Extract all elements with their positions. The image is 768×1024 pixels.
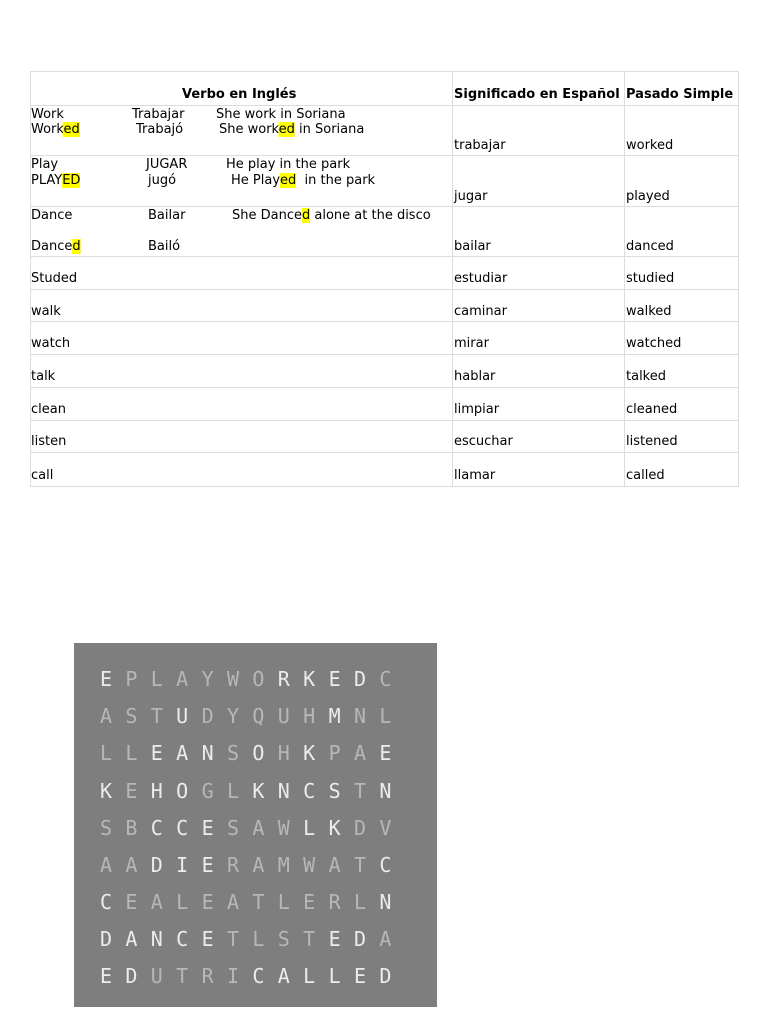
word-search-letter: L bbox=[303, 964, 316, 988]
word-search-letter: E bbox=[303, 890, 316, 914]
word-search-letter: R bbox=[201, 964, 214, 988]
word-search-letter: U bbox=[176, 704, 189, 728]
word-search-letter: C bbox=[303, 779, 316, 803]
table-row bbox=[31, 156, 738, 207]
word-search-letter: E bbox=[328, 927, 341, 951]
example-past bbox=[231, 173, 375, 188]
word-search-letter: C bbox=[252, 964, 265, 988]
word-search-letter: O bbox=[252, 741, 265, 765]
word-search-letter: S bbox=[99, 816, 113, 840]
word-search-letter: T bbox=[150, 704, 163, 728]
word-search-letter: L bbox=[150, 667, 163, 691]
spanish-meaning: llamar bbox=[454, 468, 496, 483]
past-simple: played bbox=[626, 189, 670, 204]
word-search-letter: N bbox=[201, 741, 214, 765]
word-search-letter: E bbox=[201, 853, 214, 877]
highlighted-ending: ed bbox=[278, 122, 295, 137]
word-search-letter: E bbox=[379, 741, 392, 765]
word-search-letter: T bbox=[303, 927, 316, 951]
past-simple: worked bbox=[626, 138, 674, 153]
word-search-letter: U bbox=[277, 704, 290, 728]
word-search-letter: E bbox=[150, 741, 163, 765]
word-search-letter: C bbox=[150, 816, 163, 840]
word-search-letter: L bbox=[99, 741, 113, 765]
example-present: She work in Soriana bbox=[216, 107, 346, 122]
word-search-letter: A bbox=[150, 890, 163, 914]
spanish-meaning: limpiar bbox=[454, 402, 500, 417]
word-search-letter: A bbox=[176, 667, 189, 691]
word-search-letter: L bbox=[252, 927, 265, 951]
word-search-row bbox=[98, 924, 418, 954]
word-search-letter: E bbox=[201, 816, 214, 840]
example-past-start: She work bbox=[219, 122, 279, 137]
past-simple: called bbox=[626, 468, 665, 483]
word-search-letter: O bbox=[176, 779, 189, 803]
highlighted-ending: ed bbox=[280, 173, 297, 188]
verb-english-past bbox=[31, 239, 81, 254]
word-search-letter: R bbox=[226, 853, 240, 877]
word-search-letter: Y bbox=[226, 704, 240, 728]
word-search-letter: D bbox=[353, 667, 367, 691]
word-search-letter: E bbox=[99, 667, 113, 691]
word-search-letter: H bbox=[150, 779, 163, 803]
word-search-letter: L bbox=[379, 704, 392, 728]
word-search-letter: L bbox=[328, 964, 341, 988]
word-search-letter: A bbox=[277, 964, 290, 988]
verb-english-past bbox=[31, 122, 80, 137]
word-search-letter: C bbox=[176, 816, 189, 840]
verb-english: clean bbox=[31, 402, 66, 417]
word-search-letter: S bbox=[328, 779, 341, 803]
verb-english: Work bbox=[31, 107, 64, 122]
highlighted-ending: d bbox=[301, 208, 311, 223]
word-search-letter: T bbox=[226, 927, 240, 951]
word-search-letter: L bbox=[277, 890, 290, 914]
verb-english: Play bbox=[31, 157, 59, 172]
spanish-meaning: escuchar bbox=[454, 434, 513, 449]
word-search-letter: C bbox=[379, 853, 392, 877]
word-search-letter: D bbox=[379, 964, 392, 988]
header-verbo-en-ingles: Verbo en Inglés bbox=[182, 87, 297, 102]
verb-stem: Work bbox=[31, 122, 64, 137]
word-search-letter: H bbox=[277, 741, 290, 765]
word-search-letter: E bbox=[125, 779, 138, 803]
word-search-letter: D bbox=[353, 927, 367, 951]
word-search-letter: T bbox=[252, 890, 265, 914]
word-search-letter: A bbox=[328, 853, 341, 877]
word-search-letter: L bbox=[353, 890, 367, 914]
past-simple: danced bbox=[626, 239, 674, 254]
verb-spanish-infinitive: Bailar bbox=[148, 208, 186, 223]
word-search-puzzle bbox=[74, 643, 437, 1007]
example-past-end: alone at the disco bbox=[310, 208, 431, 223]
table-row bbox=[31, 290, 738, 322]
table-row bbox=[31, 106, 738, 156]
word-search-letter: N bbox=[353, 704, 367, 728]
highlighted-ending: ed bbox=[63, 122, 80, 137]
word-search-letter: T bbox=[353, 779, 367, 803]
table-row bbox=[31, 207, 738, 257]
past-simple: walked bbox=[626, 304, 672, 319]
past-simple: studied bbox=[626, 271, 675, 286]
word-search-letter: E bbox=[201, 927, 214, 951]
spanish-meaning: trabajar bbox=[454, 138, 506, 153]
word-search-letter: G bbox=[201, 779, 214, 803]
word-search-letter: K bbox=[252, 779, 265, 803]
word-search-letter: B bbox=[125, 816, 138, 840]
word-search-row bbox=[98, 850, 418, 880]
word-search-letter: W bbox=[303, 853, 316, 877]
word-search-letter: E bbox=[328, 667, 341, 691]
word-search-letter: A bbox=[99, 704, 113, 728]
word-search-letter: Y bbox=[201, 667, 214, 691]
word-search-letter: K bbox=[328, 816, 341, 840]
table-header-row bbox=[31, 72, 738, 106]
word-search-letter: E bbox=[125, 890, 138, 914]
word-search-letter: C bbox=[176, 927, 189, 951]
word-search-letter: S bbox=[226, 741, 240, 765]
verb-english: Studed bbox=[31, 271, 78, 286]
word-search-letter: M bbox=[277, 853, 290, 877]
word-search-letter: H bbox=[303, 704, 316, 728]
word-search-letter: N bbox=[150, 927, 163, 951]
past-simple: cleaned bbox=[626, 402, 678, 417]
word-search-letter: D bbox=[99, 927, 113, 951]
header-significado-en-espanol: Significado en Español bbox=[454, 87, 620, 102]
spanish-meaning: caminar bbox=[454, 304, 507, 319]
word-search-letter: S bbox=[226, 816, 240, 840]
past-simple: talked bbox=[626, 369, 666, 384]
table-row bbox=[31, 257, 738, 290]
word-search-letter: S bbox=[277, 927, 290, 951]
spanish-meaning: jugar bbox=[454, 189, 488, 204]
word-search-letter: N bbox=[379, 890, 392, 914]
word-search-letter: N bbox=[379, 779, 392, 803]
table-row bbox=[31, 421, 738, 453]
word-search-letter: A bbox=[125, 927, 138, 951]
word-search-letter: D bbox=[150, 853, 163, 877]
word-search-letter: C bbox=[99, 890, 113, 914]
example-past-end: in the park bbox=[296, 173, 376, 188]
verb-english: Dance bbox=[31, 208, 73, 223]
word-search-letter: O bbox=[252, 667, 265, 691]
word-search-letter: L bbox=[125, 741, 138, 765]
word-search-letter: D bbox=[125, 964, 138, 988]
word-search-letter: E bbox=[201, 890, 214, 914]
word-search-letter: U bbox=[150, 964, 163, 988]
verb-english: talk bbox=[31, 369, 56, 384]
word-search-letter: T bbox=[176, 964, 189, 988]
spanish-meaning: mirar bbox=[454, 336, 489, 351]
example-past bbox=[232, 208, 431, 223]
word-search-letter: A bbox=[252, 816, 265, 840]
word-search-letter: K bbox=[99, 779, 113, 803]
word-search-letter: A bbox=[226, 890, 240, 914]
spanish-meaning: bailar bbox=[454, 239, 491, 254]
word-search-letter: A bbox=[99, 853, 113, 877]
word-search-letter: K bbox=[303, 667, 316, 691]
past-simple: watched bbox=[626, 336, 682, 351]
word-search-letter: A bbox=[252, 853, 265, 877]
verb-english: walk bbox=[31, 304, 61, 319]
highlighted-ending: d bbox=[72, 239, 81, 254]
word-search-letter: W bbox=[226, 667, 240, 691]
example-past bbox=[219, 122, 364, 137]
word-search-letter: E bbox=[99, 964, 113, 988]
word-search-row bbox=[98, 664, 418, 694]
header-pasado-simple: Pasado Simple bbox=[626, 87, 734, 102]
spanish-meaning: hablar bbox=[454, 369, 496, 384]
word-search-letter: M bbox=[328, 704, 341, 728]
word-search-letter: P bbox=[328, 741, 341, 765]
word-search-letter: N bbox=[277, 779, 290, 803]
word-search-letter: E bbox=[353, 964, 367, 988]
word-search-letter: I bbox=[176, 853, 189, 877]
verb-spanish-past: Bailó bbox=[148, 239, 181, 254]
table-row bbox=[31, 388, 738, 421]
word-search-row bbox=[98, 776, 418, 806]
word-search-letter: R bbox=[328, 890, 341, 914]
verb-stem: PLAY bbox=[31, 173, 63, 188]
verb-english: call bbox=[31, 468, 54, 483]
example-present: He play in the park bbox=[226, 157, 351, 172]
word-search-letter: A bbox=[353, 741, 367, 765]
verb-english-past bbox=[31, 173, 80, 188]
word-search-row bbox=[98, 701, 418, 731]
table-row bbox=[31, 453, 738, 486]
word-search-letter: L bbox=[176, 890, 189, 914]
word-search-row bbox=[98, 738, 418, 768]
word-search-letter: W bbox=[277, 816, 290, 840]
word-search-letter: R bbox=[277, 667, 290, 691]
word-search-letter: L bbox=[303, 816, 316, 840]
word-search-letter: D bbox=[201, 704, 214, 728]
word-search-letter: K bbox=[303, 741, 316, 765]
spanish-meaning: estudiar bbox=[454, 271, 508, 286]
highlighted-ending: ED bbox=[62, 173, 81, 188]
word-search-letter: S bbox=[125, 704, 138, 728]
verb-spanish-past: jugó bbox=[148, 173, 177, 188]
word-search-row bbox=[98, 887, 418, 917]
verb-spanish-infinitive: JUGAR bbox=[146, 157, 188, 172]
verb-stem: Dance bbox=[31, 239, 73, 254]
word-search-letter: D bbox=[353, 816, 367, 840]
word-search-letter: L bbox=[226, 779, 240, 803]
word-search-letter: V bbox=[379, 816, 392, 840]
vocabulary-table bbox=[30, 71, 739, 487]
past-simple: listened bbox=[626, 434, 678, 449]
word-search-letter: C bbox=[379, 667, 392, 691]
word-search-letter: Q bbox=[252, 704, 265, 728]
word-search-letter: A bbox=[379, 927, 392, 951]
verb-english: watch bbox=[31, 336, 71, 351]
example-past-start: He Play bbox=[231, 173, 281, 188]
table-row bbox=[31, 355, 738, 388]
table-row bbox=[31, 322, 738, 355]
word-search-letter: T bbox=[353, 853, 367, 877]
word-search-letter: I bbox=[226, 964, 240, 988]
verb-english: listen bbox=[31, 434, 67, 449]
verb-spanish-past: Trabajó bbox=[136, 122, 184, 137]
word-search-letter: A bbox=[176, 741, 189, 765]
word-search-letter: A bbox=[125, 853, 138, 877]
verb-spanish-infinitive: Trabajar bbox=[132, 107, 185, 122]
example-past-start: She Dance bbox=[232, 208, 302, 223]
word-search-row bbox=[98, 813, 418, 843]
example-past-end: in Soriana bbox=[294, 122, 365, 137]
word-search-row bbox=[98, 961, 418, 991]
word-search-letter: P bbox=[125, 667, 138, 691]
